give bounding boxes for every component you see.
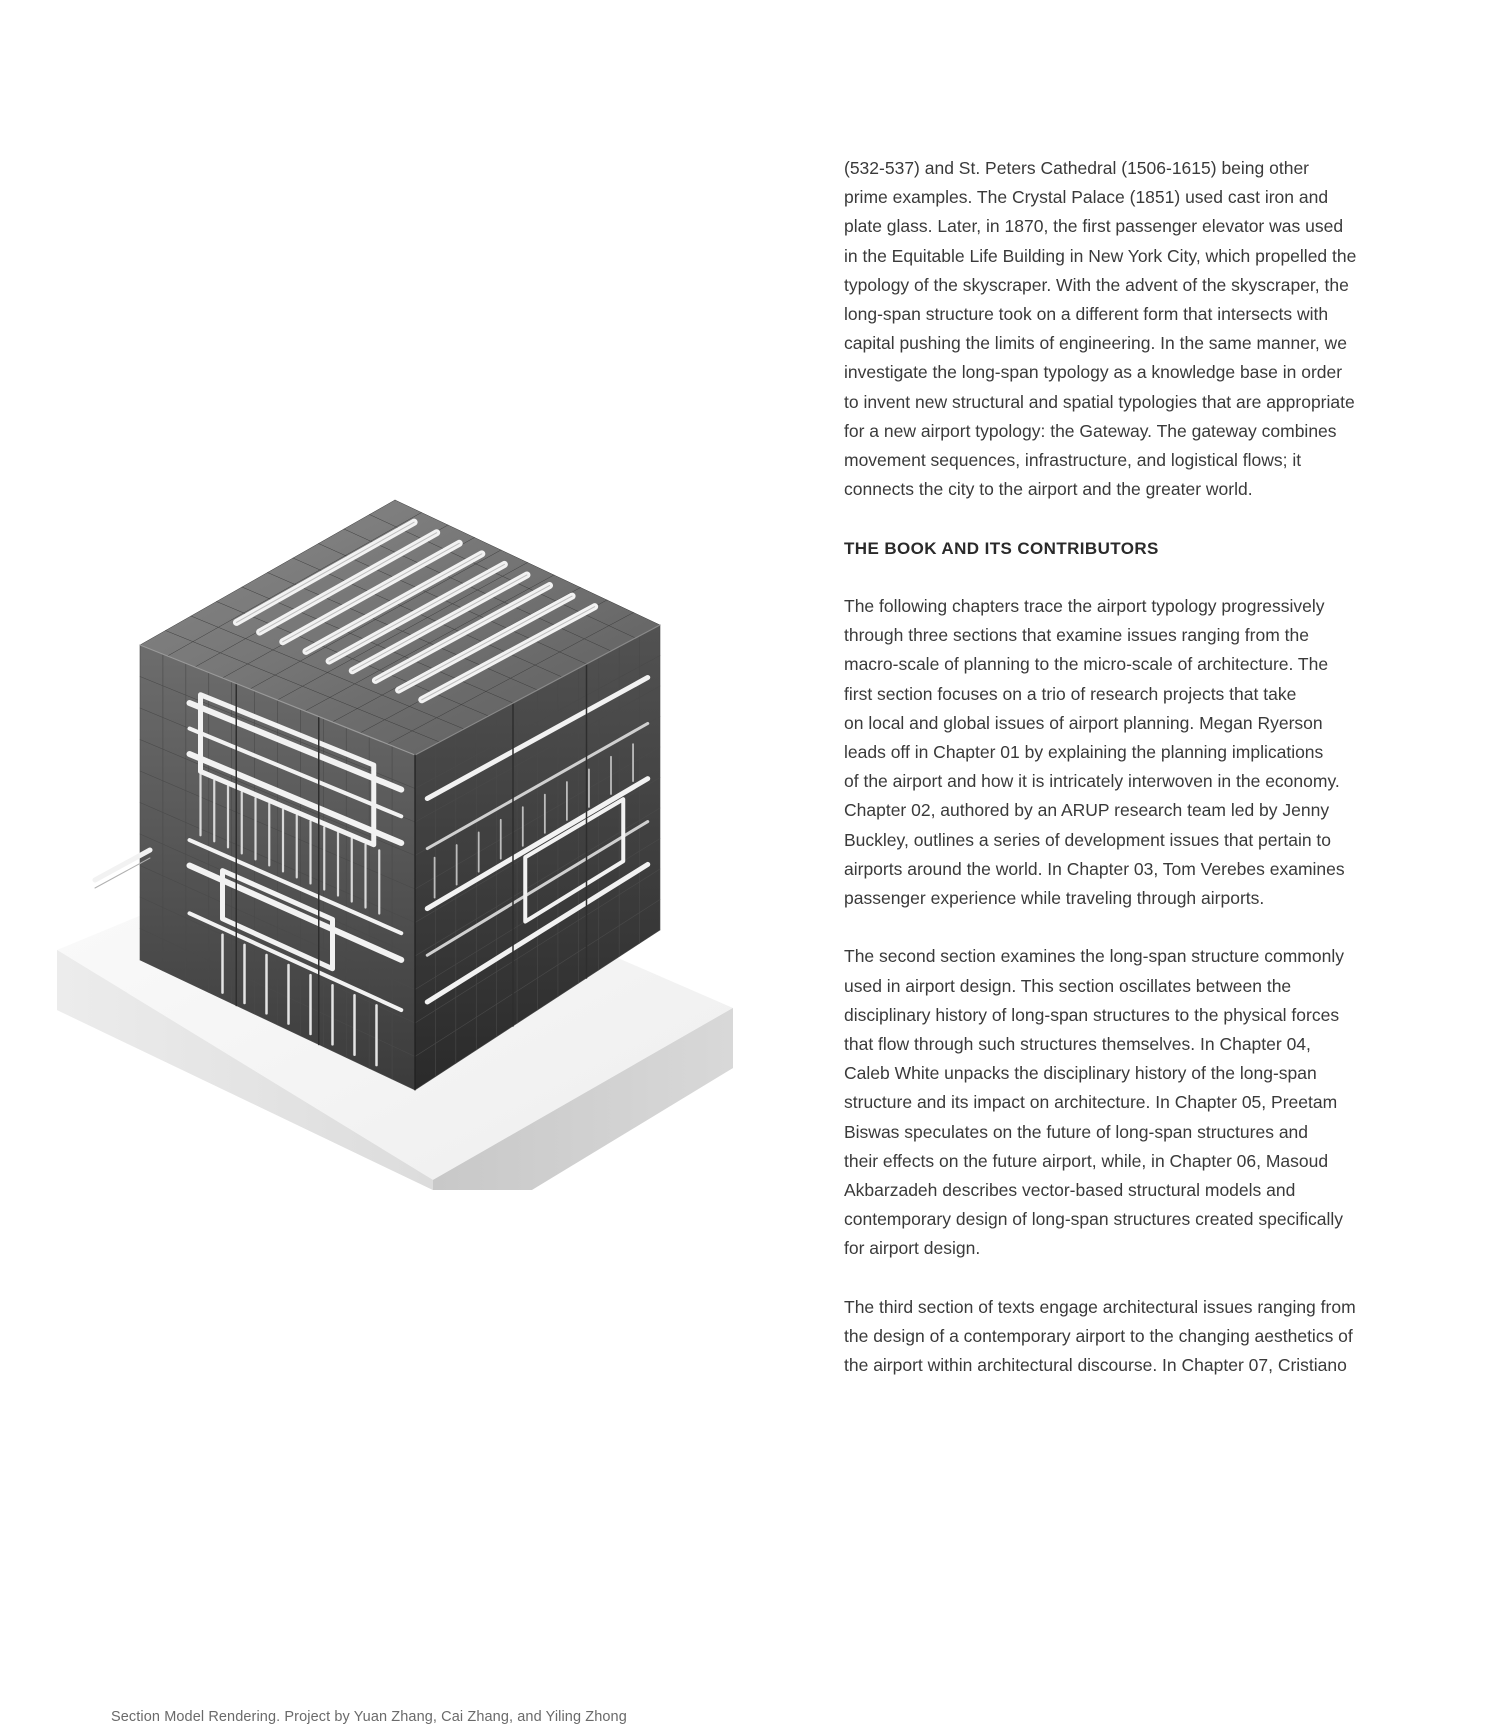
figure-caption: Section Model Rendering. Project by Yuan Zhang, Cai Zhang, and Yiling Zhong bbox=[111, 1709, 627, 1725]
text-line: for airport design. bbox=[844, 1238, 981, 1259]
text-line: Chapter 02, authored by an ARUP research team led by Jenny bbox=[844, 800, 1330, 821]
text-line: the airport within architectural discourse. In Chapter 07, Cristiano bbox=[844, 1355, 1347, 1376]
text-line: (532-537) and St. Peters Cathedral (1506-1615) being other bbox=[844, 158, 1310, 178]
text-line: macro-scale of planning to the micro-scale of architecture. The bbox=[844, 654, 1329, 675]
section-model-rendering bbox=[55, 490, 735, 1190]
text-line: plate glass. Later, in 1870, the first passenger elevator was used bbox=[844, 216, 1344, 237]
text-line: the design of a contemporary airport to the changing aesthetics of bbox=[844, 1326, 1353, 1347]
text-line: capital pushing the limits of engineering. In the same manner, we bbox=[844, 333, 1347, 354]
section-heading: THE BOOK AND ITS CONTRIBUTORS bbox=[844, 538, 1159, 558]
text-line: investigate the long-span typology as a knowledge base in order bbox=[844, 362, 1343, 383]
text-line: for a new airport typology: the Gateway. The gateway combines bbox=[844, 420, 1337, 441]
text-line: prime examples. The Crystal Palace (1851) used cast iron and bbox=[844, 187, 1329, 208]
text-line: structure and its impact on architecture. In Chapter 05, Preetam bbox=[844, 1092, 1338, 1113]
paragraph-section-three bbox=[844, 1293, 1434, 1381]
text-line: through three sections that examine issues ranging from the bbox=[844, 625, 1309, 646]
text-line: that flow through such structures themselves. In Chapter 04, bbox=[844, 1034, 1311, 1055]
text-line: connects the city to the airport and the greater world. bbox=[844, 479, 1253, 500]
body-text-column bbox=[844, 154, 1434, 1380]
section-model-figure bbox=[55, 490, 735, 1725]
text-line: airports around the world. In Chapter 03, Tom Verebes examines bbox=[844, 858, 1345, 879]
text-line: long-span structure took on a different form that intersects with bbox=[844, 304, 1329, 325]
text-line: Biswas speculates on the future of long-span structures and bbox=[844, 1121, 1309, 1142]
text-line: contemporary design of long-span structures created specifically bbox=[844, 1209, 1343, 1230]
text-line: in the Equitable Life Building in New York City, which propelled the bbox=[844, 245, 1357, 266]
intro-paragraph bbox=[844, 154, 1434, 504]
paragraph-section-one bbox=[844, 592, 1434, 913]
text-line: leads off in Chapter 01 by explaining the planning implications bbox=[844, 742, 1324, 763]
text-line: their effects on the future airport, while, in Chapter 06, Masoud bbox=[844, 1150, 1329, 1171]
text-line: The second section examines the long-span structure commonly bbox=[844, 946, 1344, 967]
text-line: to invent new structural and spatial typologies that are appropriate bbox=[844, 391, 1355, 412]
text-line: disciplinary history of long-span structures to the physical forces bbox=[844, 1004, 1340, 1025]
text-line: movement sequences, infrastructure, and logistical flows; it bbox=[844, 450, 1302, 471]
text-line: Caleb White unpacks the disciplinary history of the long-span bbox=[844, 1063, 1317, 1084]
text-line: of the airport and how it is intricately interwoven in the economy. bbox=[844, 771, 1340, 792]
text-line: The third section of texts engage architectural issues ranging from bbox=[844, 1296, 1356, 1317]
text-line: The following chapters trace the airport typology progressively bbox=[844, 596, 1325, 617]
text-line: Buckley, outlines a series of development issues that pertain to bbox=[844, 829, 1332, 850]
text-line: first section focuses on a trio of research projects that take bbox=[844, 683, 1297, 704]
text-line: Akbarzadeh describes vector-based structural models and bbox=[844, 1180, 1296, 1201]
text-line: used in airport design. This section oscillates between the bbox=[844, 975, 1292, 996]
paragraph-section-two bbox=[844, 942, 1434, 1263]
text-line: typology of the skyscraper. With the advent of the skyscraper, the bbox=[844, 274, 1349, 295]
text-line: passenger experience while traveling through airports. bbox=[844, 888, 1265, 909]
text-line: on local and global issues of airport planning. Megan Ryerson bbox=[844, 712, 1323, 733]
